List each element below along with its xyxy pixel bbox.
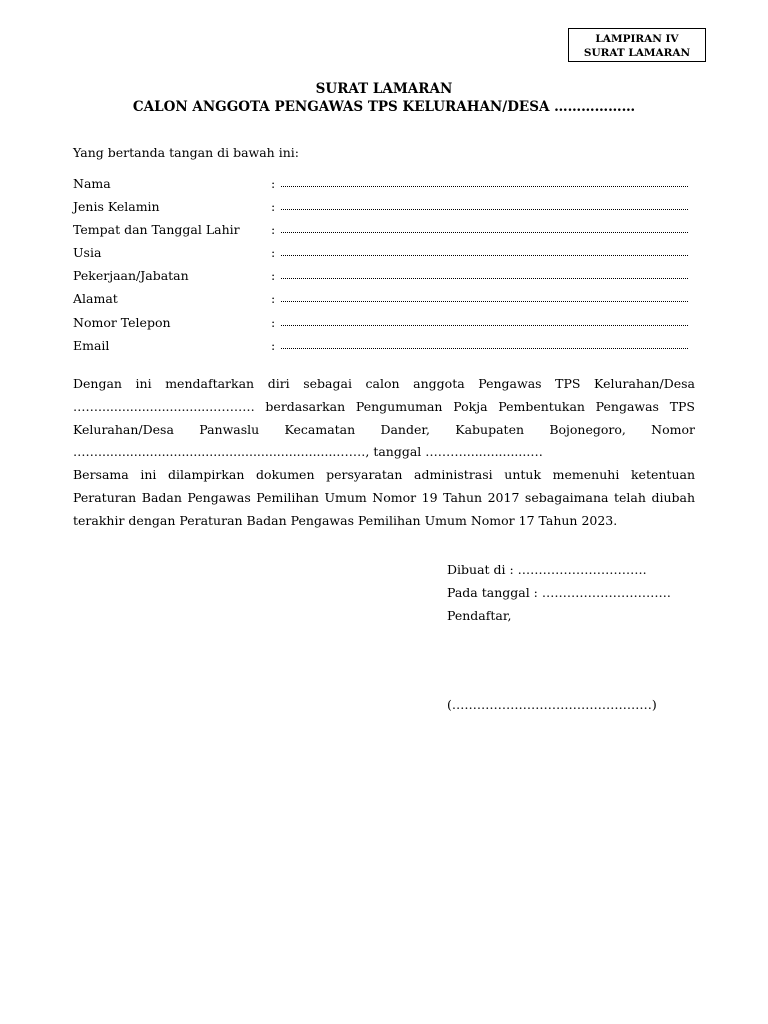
field-row-usia [73, 244, 688, 267]
paragraph-line: terakhir dengan Peraturan Badan Pengawas Pemilihan Umum Nomor 17 Tahun 2023. [73, 512, 618, 528]
title-line1: SURAT LAMARAN [315, 81, 453, 97]
field-colon: : [271, 337, 276, 353]
field-blank-line [281, 325, 688, 326]
signature-block [447, 559, 671, 627]
signature-role: Pendaftar, [447, 607, 512, 623]
field-blank-line [281, 255, 688, 256]
field-row-pekerjaan [73, 267, 688, 290]
field-colon: : [271, 268, 276, 284]
field-blank-line [281, 186, 688, 187]
signature-date: Pada tanggal : …………………………. [447, 584, 671, 600]
field-label: Alamat [73, 291, 118, 307]
paragraph-line: …….............................................................……, tanggal ……….................… [73, 444, 543, 460]
field-blank-line [281, 209, 688, 210]
field-label: Email [73, 337, 110, 353]
attachment-paragraph [73, 464, 695, 532]
field-row-email [73, 337, 688, 360]
registration-paragraph [73, 373, 695, 464]
applicant-fields [73, 175, 688, 360]
field-colon: : [271, 245, 276, 261]
field-row-nomor-telepon [73, 314, 688, 337]
intro-text: Yang bertanda tangan di bawah ini: [73, 145, 299, 160]
field-label: Usia [73, 245, 102, 261]
field-row-alamat [73, 290, 688, 313]
lampiran-label-line1: LAMPIRAN IV [595, 33, 679, 45]
field-blank-line [281, 301, 688, 302]
title-line2: CALON ANGGOTA PENGAWAS TPS KELURAHAN/DESA ……………… [132, 99, 636, 115]
field-row-tempat-tanggal-lahir [73, 221, 688, 244]
field-colon: : [271, 314, 276, 330]
document-title [0, 80, 768, 116]
field-blank-line [281, 278, 688, 279]
field-colon: : [271, 199, 276, 215]
field-label: Pekerjaan/Jabatan [73, 268, 189, 284]
lampiran-label-box [568, 28, 706, 62]
lampiran-label-line2: SURAT LAMARAN [583, 47, 691, 59]
field-blank-line [281, 348, 688, 349]
signature-name-placeholder: (…………………………………………) [447, 697, 657, 712]
paragraph-line: Peraturan Badan Pengawas Pemilihan Umum Nomor 19 Tahun 2017 sebagaimana telah diubah [73, 489, 695, 505]
field-blank-line [281, 232, 688, 233]
field-colon: : [271, 176, 276, 191]
field-row-jenis-kelamin [73, 198, 688, 221]
field-row-nama [73, 175, 688, 198]
field-label: Jenis Kelamin [73, 199, 160, 215]
field-label: Tempat dan Tanggal Lahir [73, 222, 240, 238]
field-label: Nama [73, 176, 111, 191]
paragraph-line: ……..............................……… berdasarkan Pengumuman Pokja Pembentukan Pengawas TPS [73, 398, 695, 414]
paragraph-line: Dengan ini mendaftarkan diri sebagai calon anggota Pengawas TPS Kelurahan/Desa [73, 376, 695, 391]
field-colon: : [271, 222, 276, 238]
paragraph-line: Bersama ini dilampirkan dokumen persyaratan administrasi untuk memenuhi ketentuan [73, 467, 695, 482]
field-label: Nomor Telepon [73, 314, 171, 330]
field-colon: : [271, 291, 276, 307]
paragraph-line: Kelurahan/Desa Panwaslu Kecamatan Dander, Kabupaten Bojonegoro, Nomor [73, 421, 695, 437]
signature-place: Dibuat di : …………………………. [447, 562, 647, 577]
